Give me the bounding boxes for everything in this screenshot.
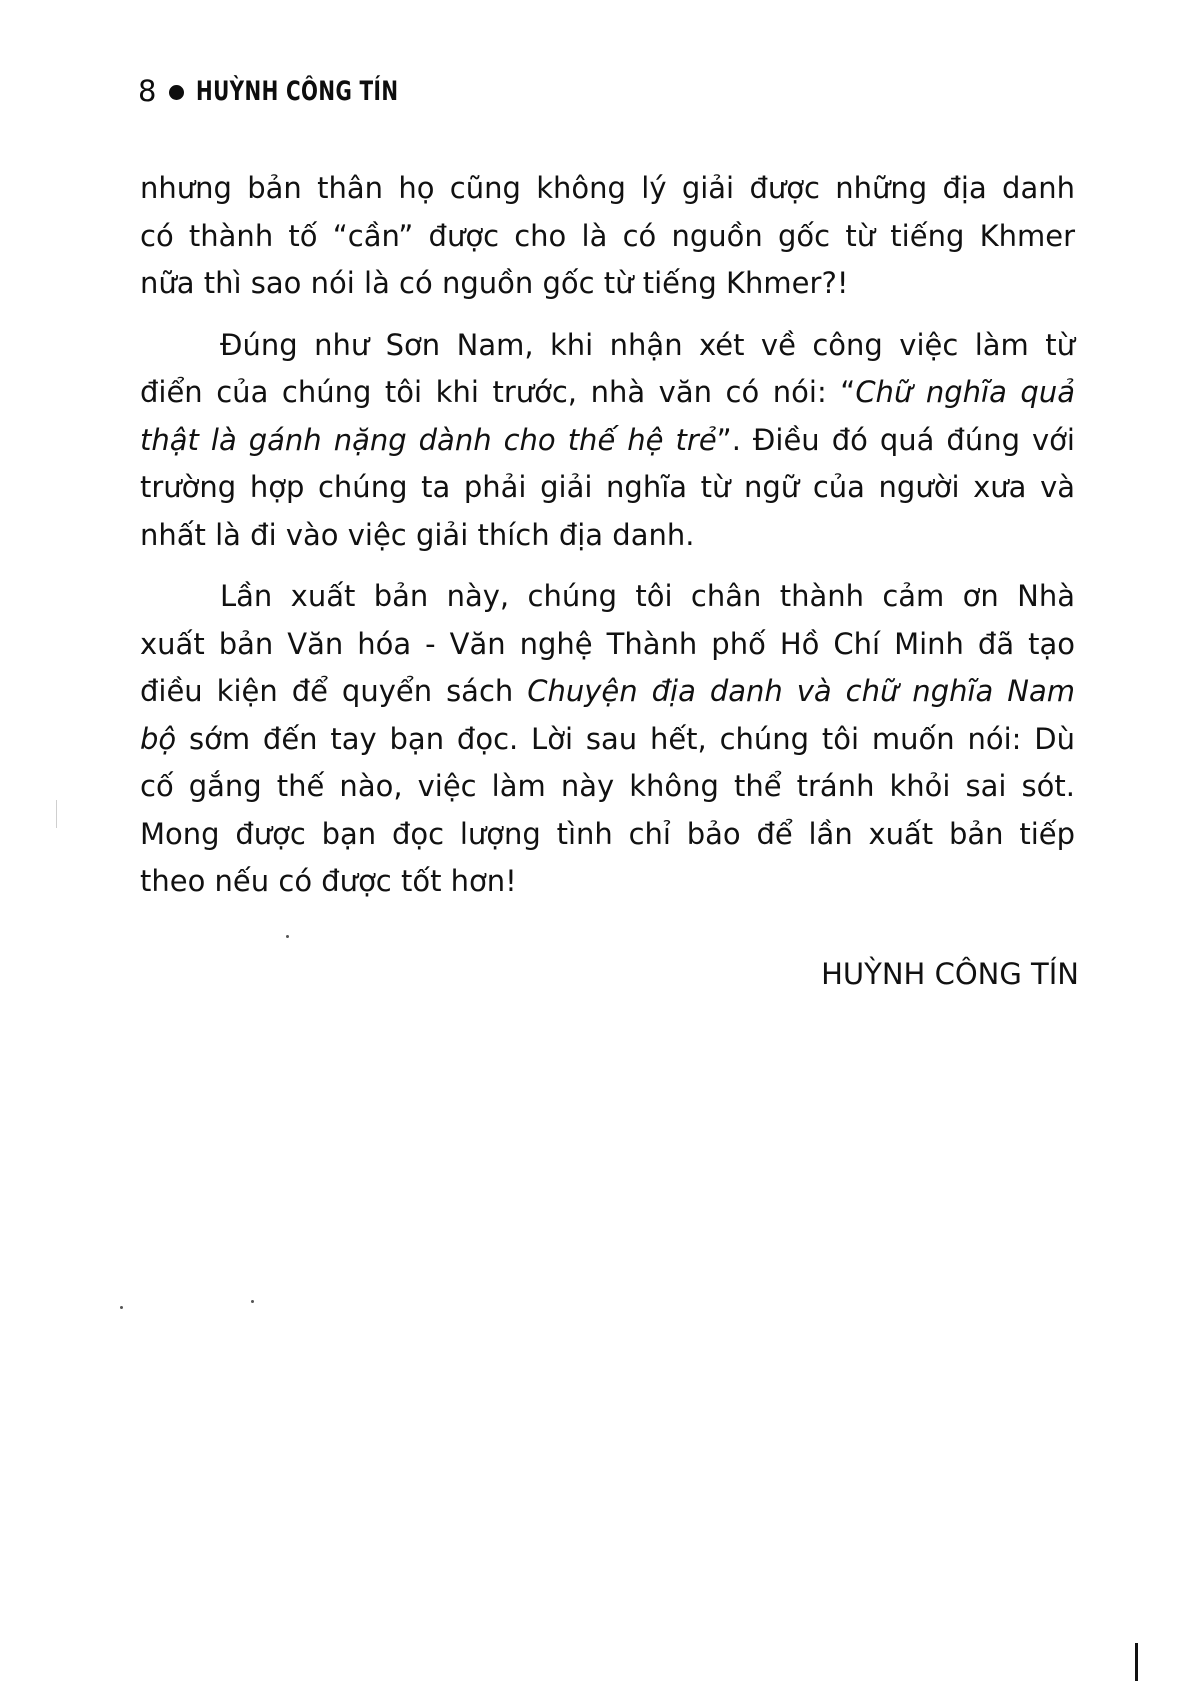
body-text — [140, 165, 1075, 906]
text-segment: nữa thì sao nói là có nguồn gốc từ tiếng Khmer?! — [140, 266, 849, 300]
text-segment: nhất là đi vào việc giải thích địa danh. — [140, 517, 695, 552]
text-line — [140, 716, 1075, 764]
text-line — [140, 858, 1075, 906]
paragraph — [140, 165, 1075, 308]
text-line — [140, 464, 1075, 512]
text-line — [140, 621, 1075, 669]
text-segment: cố gắng thế nào, việc làm này không thể tránh khỏi sai sót. — [140, 769, 1075, 803]
text-line — [140, 573, 1075, 621]
text-segment: điển của chúng tôi khi trước, nhà văn có nói: “ — [140, 375, 856, 409]
scan-margin-mark — [56, 800, 57, 828]
running-head-author: HUỲNH CÔNG TÍN — [195, 75, 399, 107]
text-line — [140, 512, 1075, 560]
text-segment: nhưng bản thân họ cũng không lý giải được những địa danh — [140, 171, 1075, 205]
text-line — [140, 322, 1075, 370]
text-segment: ”. Điều đó quá đúng với — [716, 422, 1075, 457]
text-line — [140, 763, 1075, 811]
italic-text: thật là gánh nặng dành cho thế hệ trẻ — [140, 422, 717, 457]
text-segment: Mong được bạn đọc lượng tình chỉ bảo để lần xuất bản tiếp — [140, 816, 1075, 851]
text-segment: Đúng như Sơn Nam, khi nhận xét về công việc làm từ — [220, 327, 1075, 362]
italic-text: bộ — [140, 721, 177, 756]
text-line — [140, 668, 1075, 716]
text-line — [140, 811, 1075, 859]
text-segment: sớm đến tay bạn đọc. Lời sau hết, chúng tôi muốn nói: Dù — [176, 721, 1075, 756]
scan-speck — [251, 1300, 254, 1303]
bullet-icon — [169, 85, 184, 100]
italic-text: Chữ nghĩa quả — [855, 375, 1075, 409]
signature: HUỲNH CÔNG TÍN — [821, 957, 1079, 991]
paragraph — [140, 322, 1075, 560]
text-line — [140, 165, 1075, 213]
text-segment: Lần xuất bản này, chúng tôi chân thành cảm ơn Nhà — [220, 579, 1075, 613]
text-segment: xuất bản Văn hóa - Văn nghệ Thành phố Hồ Chí Minh đã tạo — [140, 626, 1075, 661]
running-head — [138, 74, 443, 108]
text-line — [140, 213, 1075, 261]
paragraph — [140, 573, 1075, 906]
page-number: 8 — [138, 74, 157, 108]
italic-text: Chuyện địa danh và chữ nghĩa Nam — [527, 674, 1075, 708]
text-line — [140, 260, 1075, 308]
text-line — [140, 369, 1075, 417]
text-segment: điều kiện để quyển sách — [140, 674, 528, 708]
text-segment: có thành tố “cần” được cho là có nguồn gốc từ tiếng Khmer — [140, 218, 1075, 253]
scan-speck — [286, 935, 289, 938]
text-segment: trường hợp chúng ta phải giải nghĩa từ ngữ của người xưa và — [140, 470, 1075, 504]
text-segment: theo nếu có được tốt hơn! — [140, 864, 517, 898]
text-line — [140, 417, 1075, 465]
scan-edge-mark — [1135, 1643, 1138, 1681]
scan-speck — [120, 1306, 123, 1309]
